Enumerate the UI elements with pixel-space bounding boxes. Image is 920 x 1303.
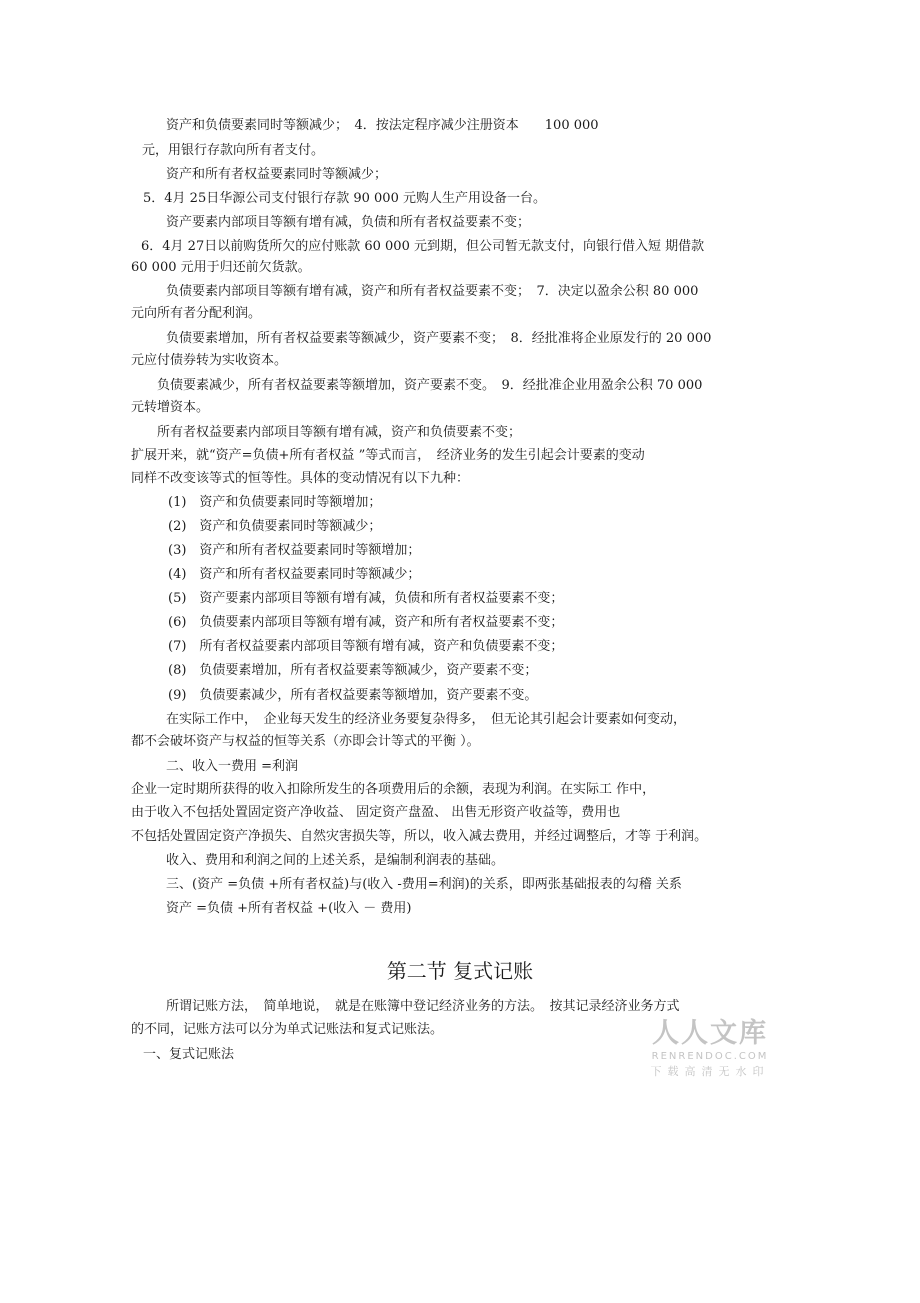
text-line: 不包括处置固定资产净损失、自然灾害损失等，所以，收入减去费用，并经过调整后，才等 于利润。 xyxy=(131,829,708,844)
text-line: 6．4月 27日以前购货所欠的应付账款 60 000 元到期，但公司暂无款支付，向银行借入短 期借款 xyxy=(141,239,705,254)
list-item: (8) 负债要素增加，所有者权益要素等额减少，资产要素不变； xyxy=(168,663,538,678)
text-line: 二、收入一费用 =利润 xyxy=(166,759,299,774)
text-line: 元转增资本。 xyxy=(131,400,210,415)
text-line: 60 000 元用于归还前欠货款。 xyxy=(131,260,311,275)
text-line: 负债要素减少，所有者权益要素等额增加，资产要素不变。 9．经批准企业用盈余公积 70 000 xyxy=(157,378,703,393)
text-line: 都不会破坏资产与权益的恒等关系（亦即会计等式的平衡 ）。 xyxy=(131,734,480,749)
text-line: 企业一定时期所获得的收入扣除所发生的各项费用后的余额，表现为利润。在实际工 作中， xyxy=(131,782,656,797)
text-line: 所有者权益要素内部项目等额有增有减，资产和负债要素不变； xyxy=(157,425,522,440)
text-line: 收入、费用和利润之间的上述关系，是编制利润表的基础。 xyxy=(166,853,505,868)
text-line: 所谓记账方法， 简单地说， 就是在账簿中登记经济业务的方法。 按其记录经济业务方式 xyxy=(166,999,680,1014)
text-line: 三、(资产 =负债 +所有者权益)与(收入 -费用=利润)的关系，即两张基础报表的勾稽 关系 xyxy=(166,877,682,892)
list-item: (5) 资产要素内部项目等额有增有减，负债和所有者权益要素不变； xyxy=(168,591,564,606)
text-line: 由于收入不包括处置固定资产净收益、 固定资产盘盈、 出售无形资产收益等，费用也 xyxy=(131,805,621,820)
list-item: (9) 负债要素减少，所有者权益要素等额增加，资产要素不变。 xyxy=(168,688,538,703)
list-item: (7) 所有者权益要素内部项目等额有增有减，资产和负债要素不变； xyxy=(168,639,564,654)
text-line: 资产 =负债 +所有者权益 +(收入 － 费用) xyxy=(166,901,412,916)
text-line: 资产和所有者权益要素同时等额减少； xyxy=(166,167,388,182)
text-line: 资产要素内部项目等额有增有减，负债和所有者权益要素不变； xyxy=(166,215,531,230)
text-line: 负债要素内部项目等额有增有减，资产和所有者权益要素不变； 7．决定以盈余公积 80 000 xyxy=(166,284,699,299)
text-line: 元向所有者分配利润。 xyxy=(131,306,262,321)
list-item: (3) 资产和所有者权益要素同时等额增加； xyxy=(168,543,421,558)
text-line: 资产和负债要素同时等额减少； 4．按法定程序减少注册资本 100 000 xyxy=(166,118,599,133)
text-line: 在实际工作中， 企业每天发生的经济业务要复杂得多， 但无论其引起会计要素如何变动， xyxy=(166,712,687,727)
list-item: (4) 资产和所有者权益要素同时等额减少； xyxy=(168,567,421,582)
text-line: 元应付债券转为实收资本。 xyxy=(131,353,288,368)
list-item: (1) 资产和负债要素同时等额增加； xyxy=(168,495,382,510)
watermark-url: RENRENDOC.COM xyxy=(651,1051,769,1062)
text-line: 的不同，记账方法可以分为单式记账法和复式记账法。 xyxy=(131,1022,444,1037)
text-line: 元，用银行存款向所有者支付。 xyxy=(142,143,325,158)
watermark-tagline: 下载高清无水印 xyxy=(650,1065,770,1078)
text-line: 5．4月 25日华源公司支付银行存款 90 000 元购人生产用设备一台。 xyxy=(143,191,546,206)
list-item: (6) 负债要素内部项目等额有增有减，资产和所有者权益要素不变； xyxy=(168,615,564,630)
text-line: 负债要素增加，所有者权益要素等额减少，资产要素不变； 8．经批准将企业原发行的 20 000 xyxy=(166,331,712,346)
text-line: 扩展开来，就“资产=负债+所有者权益 ”等式而言， 经济业务的发生引起会计要素的变动 xyxy=(131,448,645,463)
list-item: (2) 资产和负债要素同时等额减少； xyxy=(168,519,382,534)
section-title: 第二节 复式记账 xyxy=(386,959,534,983)
text-line: 同样不改变该等式的恒等性。具体的变动情况有以下九种： xyxy=(131,471,470,486)
watermark-logo-text: 人人文库 xyxy=(652,1018,768,1049)
watermark xyxy=(640,1018,780,1080)
subsection-heading: 一、复式记账法 xyxy=(143,1047,235,1062)
